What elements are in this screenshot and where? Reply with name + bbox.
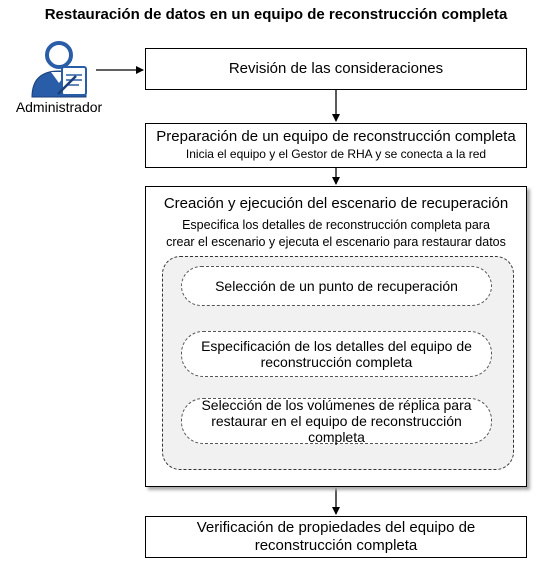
step-title-line: reconstrucción completa — [254, 537, 418, 554]
substep-label: Selección de un punto de recuperación — [215, 278, 458, 294]
administrator-icon — [24, 37, 94, 99]
substep-label — [201, 338, 472, 370]
substep-label-line: restaurar en el equipo de reconstrucción — [211, 413, 462, 429]
step-review-considerations — [145, 48, 527, 90]
step-title-line: Verificación de propiedades del equipo de — [196, 519, 476, 536]
step-prepare-machine — [145, 123, 527, 168]
substep-label-line: Especificación de los detalles del equipo de — [201, 338, 472, 354]
substep-label-line: reconstrucción completa — [260, 354, 413, 370]
step-description-line: Especifica los detalles de reconstrucción completa para — [182, 218, 490, 232]
diagram-title: Restauración de datos en un equipo de reconstrucción completa — [44, 6, 508, 23]
administrator-label: Administrador — [15, 99, 103, 115]
step-description: Inicia el equipo y el Gestor de RHA y se conecta a la red — [185, 147, 487, 161]
substep-specify-machine-details — [181, 331, 492, 377]
substep-label — [201, 397, 471, 445]
step-description — [146, 217, 526, 251]
substep-select-recovery-point — [181, 266, 492, 306]
substep-label-line: Selección de los volúmenes de réplica para — [201, 397, 472, 413]
step-title: Creación y ejecución del escenario de recuperación — [163, 195, 509, 212]
step-title: Revisión de las consideraciones — [228, 60, 444, 77]
step-verify-properties — [145, 516, 527, 558]
step-description-line: crear el escenario y ejecuta el escenario para restaurar datos — [166, 235, 506, 249]
step-title: Preparación de un equipo de reconstrucción completa — [156, 128, 516, 145]
substep-select-replica-volumes — [181, 398, 492, 444]
substep-label-line: completa — [308, 429, 365, 445]
